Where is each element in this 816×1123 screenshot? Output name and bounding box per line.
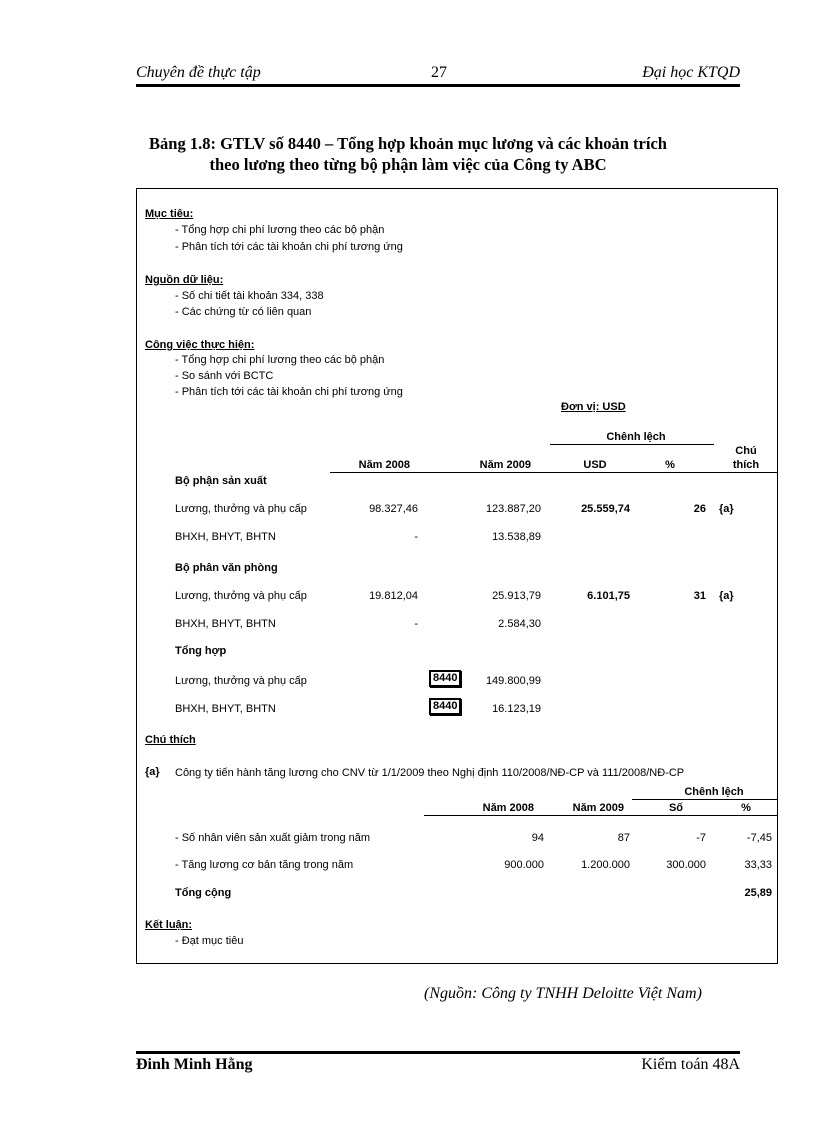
objective-heading: Mục tiêu: <box>145 208 194 220</box>
cell-pct: 31 <box>693 590 706 602</box>
unit-label: Đơn vị: USD <box>561 401 626 413</box>
row-label: Lương, thưởng và phụ cấp <box>175 503 307 515</box>
sub-row-label: - Số nhân viên sản xuất giảm trong năm <box>175 832 371 844</box>
cell-2008: 98.327,46 <box>369 503 418 515</box>
objective-item: - Tổng hợp chi phí lương theo các bộ phận <box>175 224 385 236</box>
cell-2009: 16.123,19 <box>492 703 541 715</box>
sub-cell-pct: -7,45 <box>746 832 772 844</box>
variance-group-rule <box>550 444 714 445</box>
notes-text: Công ty tiến hành tăng lương cho CNV từ 1/1/2009 theo Nghị định 110/2008/NĐ-CP và 111/2008/NĐ-CP <box>175 767 685 779</box>
table-title-line2: theo lương theo từng bộ phận làm việc của Công ty ABC <box>209 155 607 174</box>
cell-2009: 25.913,79 <box>492 590 541 602</box>
sub-row-label: - Tăng lương cơ bản tăng trong năm <box>175 859 354 871</box>
sub-total-pct: 25,89 <box>744 887 772 899</box>
sub-cell-2009: 87 <box>617 832 630 844</box>
cell-2009: 149.800,99 <box>485 675 541 687</box>
cell-note: {a} <box>719 590 734 602</box>
column-note-top: Chú <box>735 445 757 457</box>
sub-column-diff: Số <box>668 802 684 814</box>
sub-cell-diff: -7 <box>696 832 706 844</box>
work-item: - Tổng hợp chi phí lương theo các bộ phận <box>175 354 385 366</box>
column-pct: % <box>665 459 675 471</box>
objective-item: - Phân tích tới các tài khoản chi phí tương ứng <box>175 241 403 253</box>
sub-header-rule <box>424 815 778 816</box>
sub-cell-diff: 300.000 <box>666 859 706 871</box>
cell-2008: 19.812,04 <box>369 590 418 602</box>
footer-class: Kiểm toán 48A <box>641 1056 740 1073</box>
section-title: Bộ phận sản xuất <box>175 475 267 487</box>
sub-variance-group-header: Chênh lệch <box>684 786 744 798</box>
column-note-bottom: thích <box>732 459 760 471</box>
sub-group-rule <box>632 799 778 800</box>
cell-usd: 6.101,75 <box>587 590 630 602</box>
row-label: BHXH, BHYT, BHTN <box>175 531 276 543</box>
cell-note: {a} <box>719 503 734 515</box>
row-label: Lương, thưởng và phụ cấp <box>175 590 307 602</box>
header-rule <box>136 84 740 87</box>
header-left: Chuyên đề thực tập <box>136 64 261 81</box>
cell-usd: 25.559,74 <box>581 503 630 515</box>
sub-cell-2009: 1.200.000 <box>581 859 630 871</box>
cell-2008: - <box>414 618 418 630</box>
cell-pct: 26 <box>693 503 706 515</box>
working-paper-box <box>136 188 778 964</box>
table-title-line1: Bảng 1.8: GTLV số 8440 – Tổng hợp khoản mục lương và các khoản trích <box>149 134 667 153</box>
source-item: - Các chứng từ có liên quan <box>175 306 312 318</box>
sub-total-label: Tổng cộng <box>175 887 232 899</box>
cell-2009: 2.584,30 <box>498 618 541 630</box>
work-item: - So sánh với BCTC <box>175 370 274 382</box>
sub-column-pct: % <box>741 802 751 814</box>
reference-tickmark: 8440 <box>429 698 461 715</box>
sub-column-2008: Năm 2008 <box>482 802 534 814</box>
cell-2009: 123.887,20 <box>485 503 541 515</box>
notes-heading: Chú thích <box>145 734 196 746</box>
source-item: - Số chi tiết tài khoản 334, 338 <box>175 290 324 302</box>
row-label: BHXH, BHYT, BHTN <box>175 618 276 630</box>
footer-author: Đinh Minh Hằng <box>136 1056 253 1073</box>
conclusion-heading: Kết luận: <box>145 919 193 931</box>
sub-cell-2008: 900.000 <box>504 859 544 871</box>
work-item: - Phân tích tới các tài khoản chi phí tương ứng <box>175 386 403 398</box>
variance-group-header: Chênh lệch <box>606 431 666 443</box>
column-2008: Năm 2008 <box>358 459 410 471</box>
page-number: 27 <box>431 64 447 81</box>
section-title: Bộ phân văn phòng <box>175 562 278 574</box>
column-2009: Năm 2009 <box>479 459 531 471</box>
reference-tickmark: 8440 <box>429 670 461 687</box>
cell-2009: 13.538,89 <box>492 531 541 543</box>
cell-2008: - <box>414 531 418 543</box>
row-label: Lương, thưởng và phụ cấp <box>175 675 307 687</box>
row-label: BHXH, BHYT, BHTN <box>175 703 276 715</box>
column-usd: USD <box>583 459 607 471</box>
header-right: Đại học KTQD <box>642 64 740 81</box>
footer-rule <box>136 1051 740 1054</box>
section-title: Tổng hợp <box>175 645 227 657</box>
source-note: (Nguồn: Công ty TNHH Deloitte Việt Nam) <box>424 985 702 1002</box>
source-heading: Nguồn dữ liệu: <box>145 274 224 286</box>
sub-cell-pct: 33,33 <box>744 859 772 871</box>
sub-column-2009: Năm 2009 <box>572 802 624 814</box>
table-header-rule <box>330 472 778 473</box>
sub-cell-2008: 94 <box>531 832 544 844</box>
work-heading: Công việc thực hiện: <box>145 339 255 351</box>
notes-marker: {a} <box>145 766 160 778</box>
conclusion-item: - Đạt mục tiêu <box>175 935 244 947</box>
